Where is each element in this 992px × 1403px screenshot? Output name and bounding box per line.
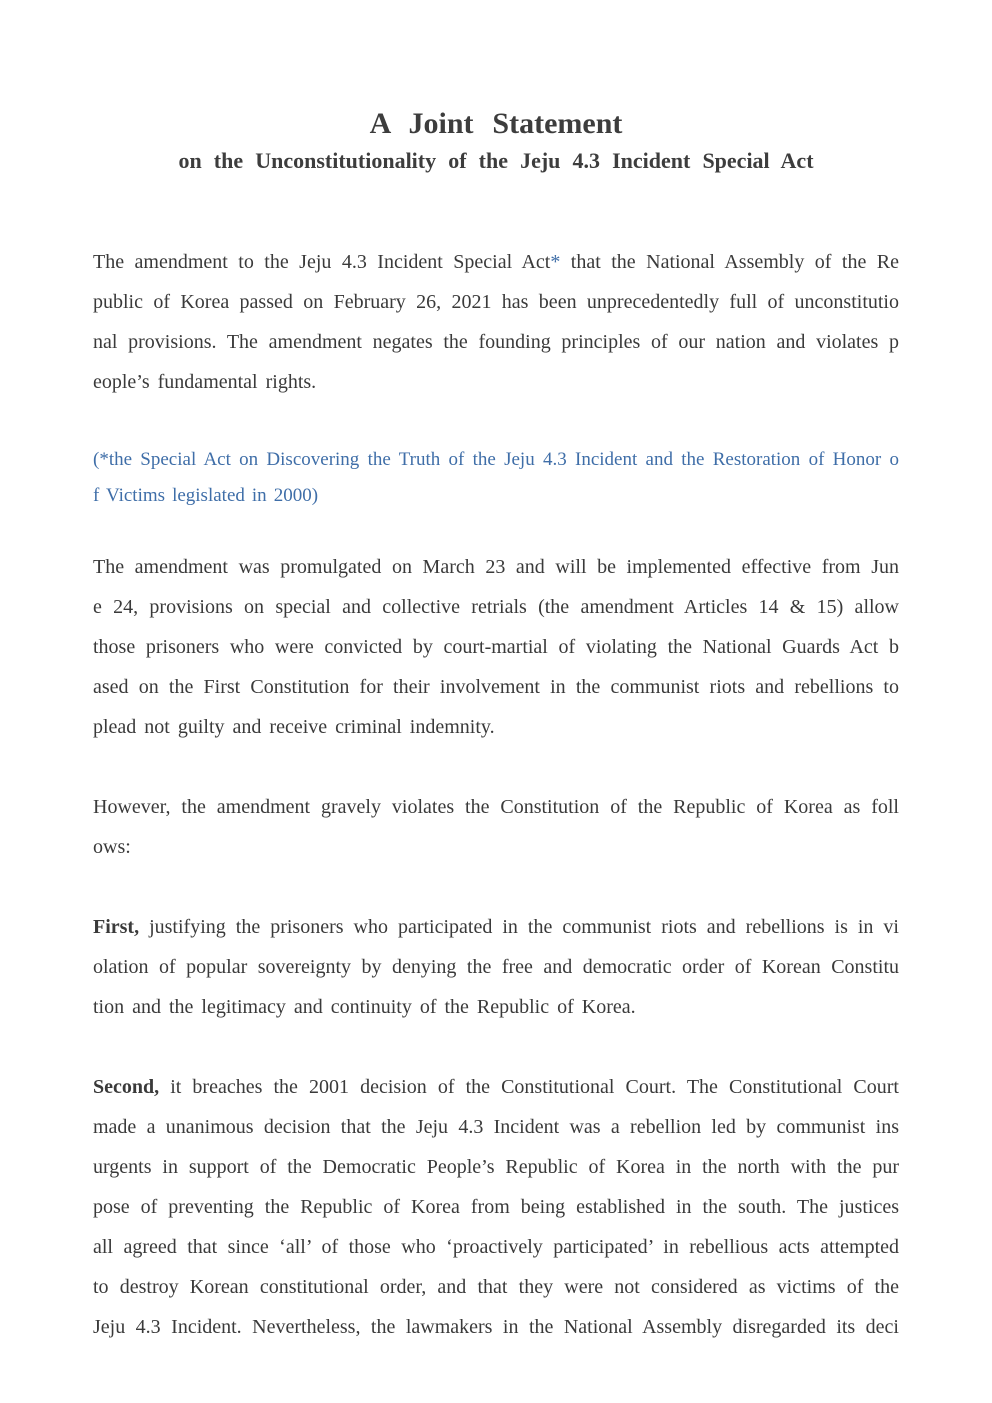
text-line — [93, 1187, 899, 1227]
footnote-asterisk: * — [550, 251, 561, 273]
text-line — [93, 587, 899, 627]
however-paragraph — [93, 787, 899, 867]
text-line — [93, 1067, 899, 1107]
text-segment: Jeju 4.3 Incident. Nevertheless, the lawmakers in the National Assembly disregarded its deci — [93, 1316, 899, 1338]
text-line — [93, 1307, 899, 1347]
text-line — [93, 1267, 899, 1307]
text-line — [93, 282, 899, 322]
text-segment: justifying the prisoners who participated in the communist riots and rebellions is in vi — [139, 916, 899, 938]
text-segment: all agreed that since ‘all’ of those who ‘proactively participated’ in rebellious acts attempted — [93, 1236, 899, 1258]
first-point-paragraph — [93, 907, 899, 1027]
text-segment: Second, — [93, 1076, 160, 1098]
document-title: A Joint Statement — [369, 107, 623, 140]
text-segment: urgents in support of the Democratic People’s Republic of Korea in the north with the pur — [93, 1156, 899, 1178]
text-segment: pose of preventing the Republic of Korea from being established in the south. The justices — [93, 1196, 899, 1218]
text-line — [93, 242, 899, 282]
promulgation-paragraph — [93, 547, 899, 747]
text-line — [93, 547, 899, 587]
text-line — [93, 1147, 899, 1187]
text-segment: First, — [93, 916, 140, 938]
text-line — [93, 1227, 899, 1267]
text-segment: nal provisions. The amendment negates the founding principles of our nation and violates p — [93, 331, 899, 353]
text-line — [93, 907, 899, 947]
intro-paragraph — [93, 242, 899, 402]
text-segment: tion and the legitimacy and continuity of the Republic of Korea. — [93, 996, 636, 1018]
document-subtitle: on the Unconstitutionality of the Jeju 4.3 Incident Special Act — [178, 148, 814, 173]
second-point-paragraph — [93, 1067, 899, 1347]
text-segment: those prisoners who were convicted by court-martial of violating the National Guards Act b — [93, 636, 899, 658]
text-segment: ased on the First Constitution for their involvement in the communist riots and rebellions to — [93, 676, 899, 698]
text-line — [93, 442, 899, 478]
text-line — [93, 827, 899, 867]
text-segment: made a unanimous decision that the Jeju 4.3 Incident was a rebellion led by communist ins — [93, 1116, 899, 1138]
text-line — [93, 1107, 899, 1147]
text-segment: eople’s fundamental rights. — [93, 371, 317, 393]
text-segment: The amendment was promulgated on March 23 and will be implemented effective from Jun — [93, 556, 899, 578]
document-body — [93, 242, 899, 1347]
text-line — [93, 787, 899, 827]
text-segment: to destroy Korean constitutional order, and that they were not considered as victims of the — [93, 1276, 899, 1298]
text-segment: f Victims legislated in 2000) — [93, 485, 319, 506]
text-line — [93, 667, 899, 707]
text-segment: ows: — [93, 836, 131, 858]
text-segment: The amendment to the Jeju 4.3 Incident Special Act — [93, 251, 551, 273]
text-line — [93, 707, 899, 747]
text-line — [93, 322, 899, 362]
text-segment: plead not guilty and receive criminal indemnity. — [93, 716, 495, 738]
text-segment: that the National Assembly of the Re — [560, 251, 899, 273]
text-line — [93, 947, 899, 987]
text-line — [93, 478, 899, 514]
footnote-paragraph — [93, 442, 899, 514]
text-segment: it breaches the 2001 decision of the Constitutional Court. The Constitutional Court — [159, 1076, 899, 1098]
text-segment: olation of popular sovereignty by denying the free and democratic order of Korean Constitu — [93, 956, 899, 978]
text-line — [93, 362, 899, 402]
text-segment: public of Korea passed on February 26, 2021 has been unprecedentedly full of unconstitutio — [93, 291, 899, 313]
text-segment: However, the amendment gravely violates the Constitution of the Republic of Korea as foll — [93, 796, 899, 818]
text-segment: e 24, provisions on special and collective retrials (the amendment Articles 14 & 15) allow — [93, 596, 899, 618]
text-line — [93, 987, 899, 1027]
text-segment: (*the Special Act on Discovering the Truth of the Jeju 4.3 Incident and the Restoration of Honor o — [93, 449, 899, 470]
text-line — [93, 627, 899, 667]
